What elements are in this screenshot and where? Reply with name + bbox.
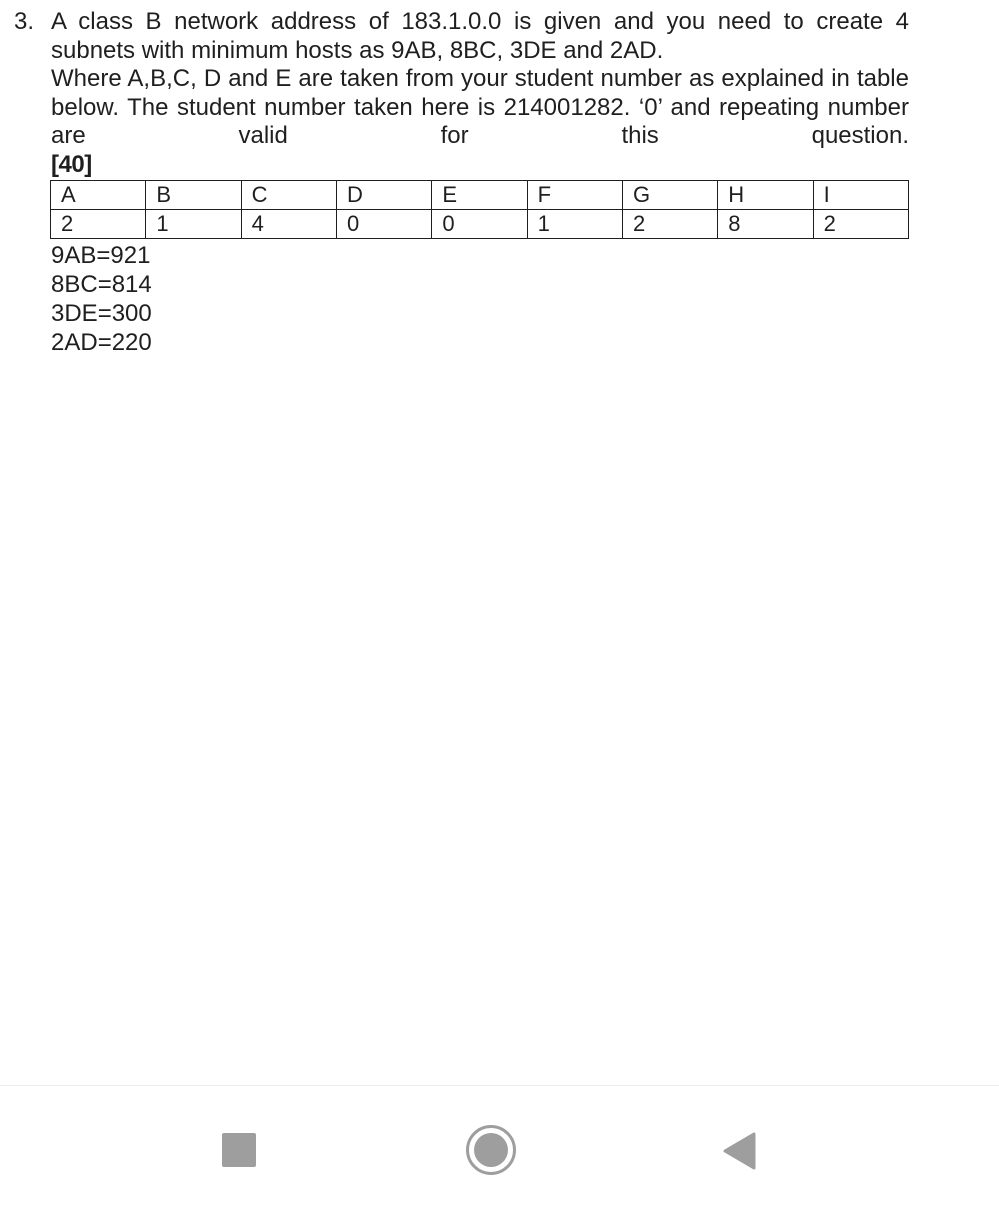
result-line: 3DE=300 [51,299,152,327]
table-header-cell: E [432,180,527,209]
question-marks: [40] [51,150,92,178]
table-cell: 0 [336,209,431,238]
table-header-row [51,180,909,209]
table-cell: 2 [622,209,717,238]
table-header-cell: H [718,180,813,209]
table-cell: 4 [241,209,336,238]
question-number: 3. [14,8,35,35]
back-triangle-shape [722,1132,756,1170]
triangle-back-icon[interactable] [722,1132,756,1170]
circle-home-icon[interactable] [466,1125,516,1175]
table-row [51,209,909,238]
table-header-cell: G [622,180,717,209]
table-cell: 1 [527,209,622,238]
question-body [51,8,909,357]
table-cell: 0 [432,209,527,238]
table-cell: 2 [813,209,908,238]
table-header-cell: C [241,180,336,209]
table-header-cell: B [146,180,241,209]
table-cell: 2 [51,209,146,238]
student-number-table [50,180,909,239]
table-header-cell: A [51,180,146,209]
result-line: 9AB=921 [51,241,151,269]
android-navigation-bar [0,1086,999,1215]
host-results [51,241,909,357]
question-text-1: A class B network address of 183.1.0.0 is given and you need to create 4 subnets with minimum hosts as 9AB, 8BC, 3DE and 2AD. [51,8,909,64]
table-cell: 8 [718,209,813,238]
table-cell: 1 [146,209,241,238]
table-header-cell: I [813,180,908,209]
square-recent-apps-icon[interactable] [222,1133,256,1167]
home-dot [474,1133,508,1167]
table-header-cell: D [336,180,431,209]
result-line: 8BC=814 [51,270,152,298]
question-text-2: Where A,B,C, D and E are taken from your student number as explained in table below. The student number taken here is 214001282. ‘0’ and repeating number are valid for this question. [51,65,909,150]
table-header-cell: F [527,180,622,209]
result-line: 2AD=220 [51,328,152,356]
